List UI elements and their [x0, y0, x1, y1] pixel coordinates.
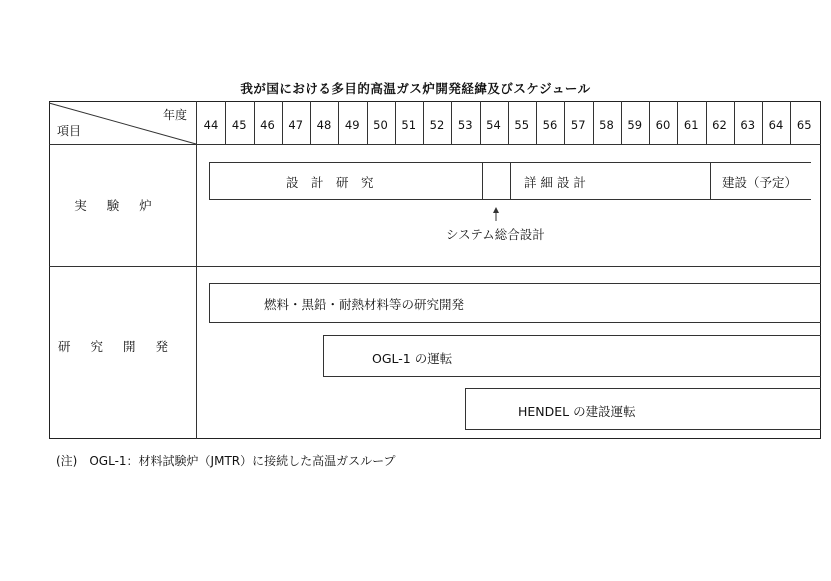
year-label: 62	[712, 118, 727, 132]
phase-label-design-study: 設 計 研 究	[286, 175, 374, 190]
year-column-divider	[451, 101, 452, 144]
header-col-label: 年度	[163, 108, 188, 122]
year-label: 56	[542, 118, 558, 132]
year-label: 65	[796, 118, 812, 132]
year-label: 55	[514, 118, 530, 132]
year-column-divider	[593, 101, 594, 144]
year-label: 48	[316, 118, 332, 132]
year-column-divider	[480, 101, 481, 144]
year-column-divider	[508, 101, 509, 144]
year-column-divider	[677, 101, 678, 144]
year-column-divider	[649, 101, 650, 144]
year-label: 45	[231, 118, 247, 132]
row-label-research-development: 研究開発	[57, 339, 188, 354]
year-label: 59	[627, 118, 643, 132]
year-label: 63	[740, 118, 756, 132]
annotation-system-design: システム総合設計	[446, 227, 545, 242]
year-column-divider	[790, 101, 791, 144]
footnote: (注) OGL-1：材料試験炉（JMTR）に接続した高温ガスループ	[56, 454, 396, 468]
year-label: 46	[260, 118, 275, 132]
year-column-divider	[225, 101, 226, 144]
year-label: 44	[203, 118, 219, 132]
year-column-divider	[367, 101, 368, 144]
year-label: 58	[599, 118, 614, 132]
year-column-divider	[310, 101, 311, 144]
year-label: 54	[486, 118, 501, 132]
year-column-divider	[254, 101, 255, 144]
year-column-divider	[762, 101, 763, 144]
page-title: 我が国における多目的高温ガス炉開発経緯及びスケジュール	[240, 81, 591, 96]
year-column-divider	[395, 101, 396, 144]
phase-label-detailed-design: 詳 細 設 計	[524, 175, 586, 190]
label-materials-research: 燃料・黒鉛・耐熱材料等の研究開発	[264, 297, 465, 312]
year-label: 57	[570, 118, 586, 132]
year-label: 64	[768, 118, 784, 132]
annotation-arrow-head	[493, 207, 499, 213]
year-column-divider	[282, 101, 283, 144]
phase-label-construction: 建設（予定）	[722, 175, 798, 190]
header-row-label: 項目	[57, 124, 82, 138]
year-label: 60	[655, 118, 671, 132]
year-column-divider	[338, 101, 339, 144]
label-hendel-construction: HENDEL の建設運転	[518, 404, 636, 419]
year-column-divider	[621, 101, 622, 144]
year-column-divider	[536, 101, 537, 144]
label-ogl1-operation: OGL-1 の運転	[372, 351, 453, 366]
year-label: 51	[401, 118, 417, 132]
year-label: 61	[683, 118, 699, 132]
year-column-divider	[734, 101, 735, 144]
year-column-divider	[423, 101, 424, 144]
year-label: 49	[344, 118, 360, 132]
year-label: 47	[288, 118, 304, 132]
year-column-divider	[564, 101, 565, 144]
year-column-divider	[706, 101, 707, 144]
row-label-experimental-reactor: 実験炉	[74, 198, 172, 213]
year-label: 50	[373, 118, 388, 132]
year-label: 52	[429, 118, 445, 132]
phase-bar-system-design	[482, 162, 511, 200]
year-label: 53	[457, 118, 473, 132]
